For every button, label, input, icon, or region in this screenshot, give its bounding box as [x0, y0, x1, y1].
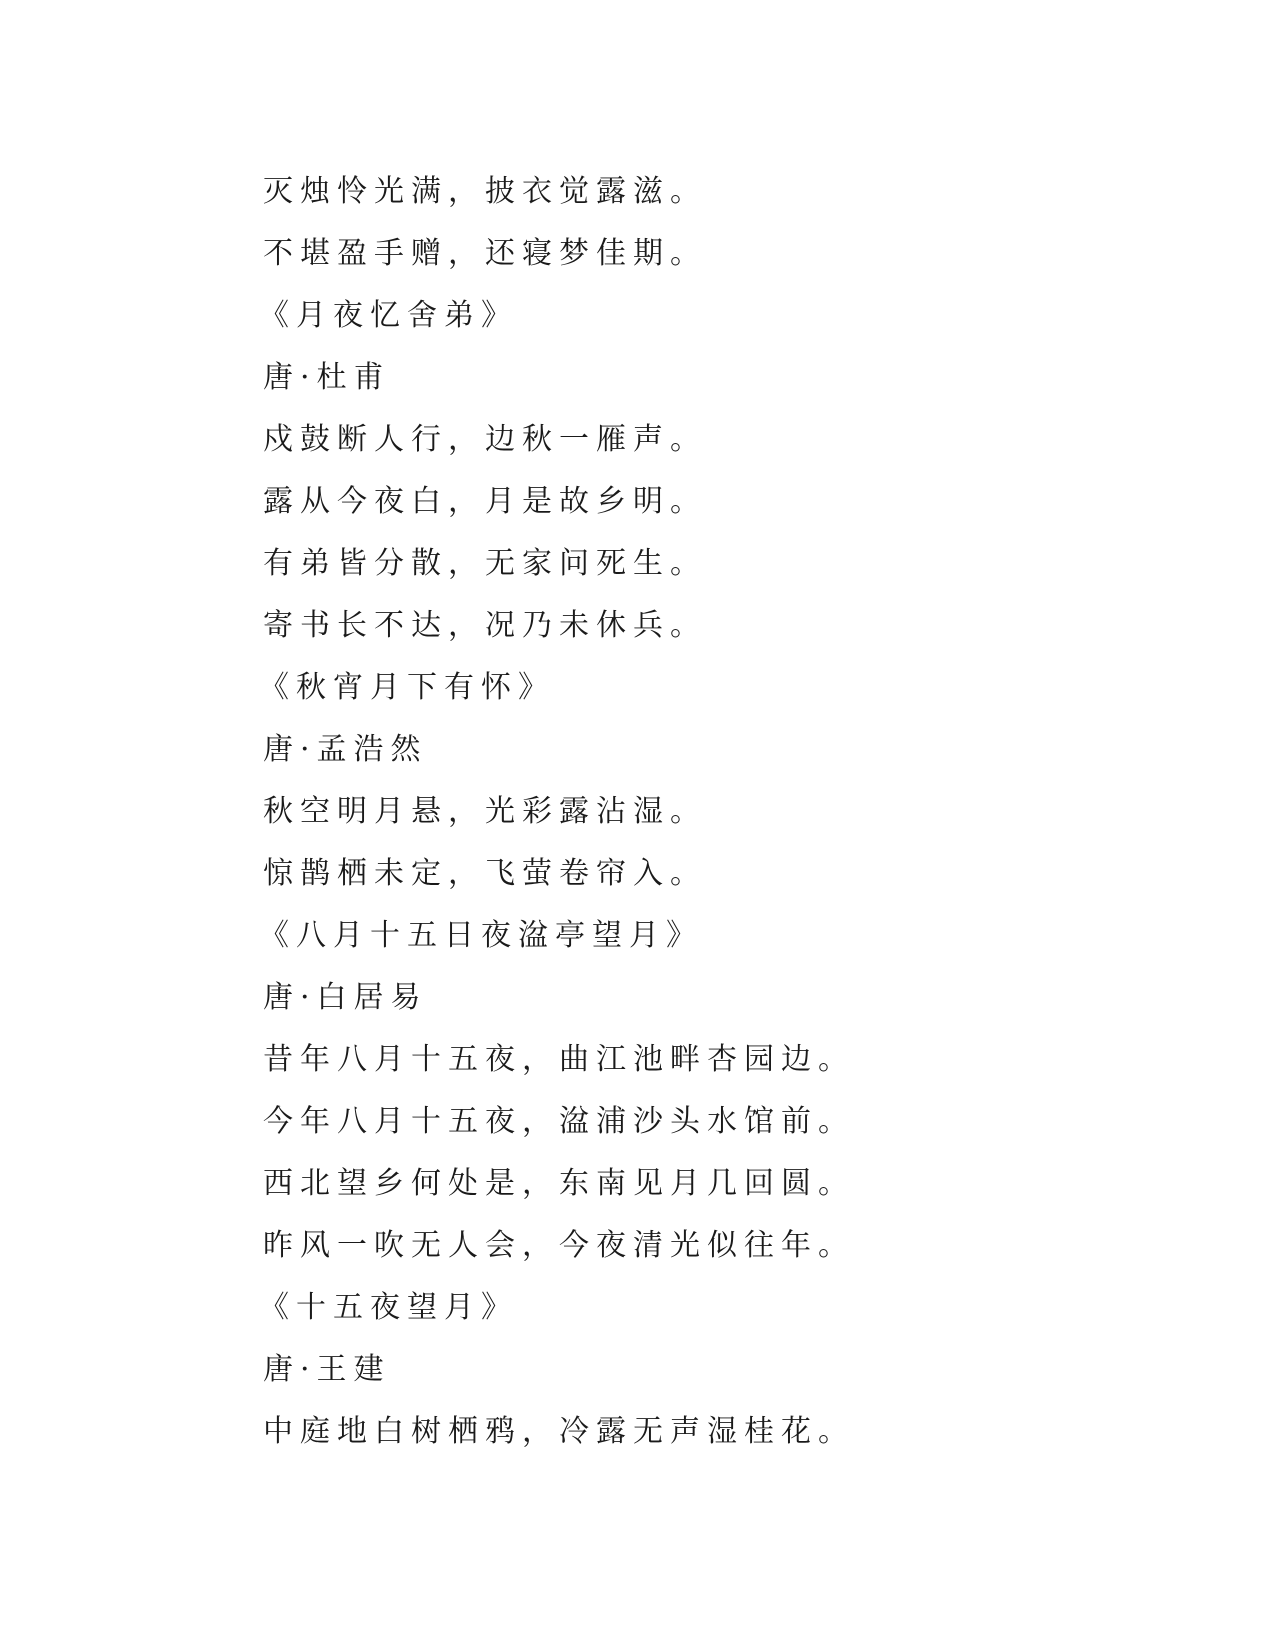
- verse-line: 秋空明月悬，光彩露沾湿。: [263, 794, 707, 829]
- verse-line: 露从今夜白，月是故乡明。: [263, 484, 707, 519]
- poem-text-body: [259, 161, 1163, 1463]
- poem-author: 唐·孟浩然: [263, 732, 428, 767]
- verse-line: 戍鼓断人行，边秋一雁声。: [263, 422, 707, 457]
- verse-line: 昔年八月十五夜，曲江池畔杏园边。: [263, 1042, 855, 1077]
- poem-title: 《十五夜望月》: [259, 1290, 518, 1325]
- verse-line: 有弟皆分散，无家问死生。: [263, 546, 707, 581]
- poem-title: 《月夜忆舍弟》: [259, 298, 518, 333]
- poem-author: 唐·王建: [263, 1352, 391, 1387]
- poem-title: 《秋宵月下有怀》: [259, 670, 555, 705]
- verse-line: 灭烛怜光满，披衣觉露滋。: [263, 174, 707, 209]
- verse-line: 惊鹊栖未定，飞萤卷帘入。: [263, 856, 707, 891]
- poem-author: 唐·杜甫: [263, 360, 391, 395]
- verse-line: 寄书长不达，况乃未休兵。: [263, 608, 707, 643]
- verse-line: 西北望乡何处是，东南见月几回圆。: [263, 1166, 855, 1201]
- verse-line: 中庭地白树栖鸦，冷露无声湿桂花。: [263, 1414, 855, 1449]
- poem-title: 《八月十五日夜湓亭望月》: [259, 918, 703, 953]
- verse-line: 今年八月十五夜，湓浦沙头水馆前。: [263, 1104, 855, 1139]
- poem-author: 唐·白居易: [263, 980, 428, 1015]
- verse-line: 昨风一吹无人会，今夜清光似往年。: [263, 1228, 855, 1263]
- verse-line: 不堪盈手赠，还寝梦佳期。: [263, 236, 707, 271]
